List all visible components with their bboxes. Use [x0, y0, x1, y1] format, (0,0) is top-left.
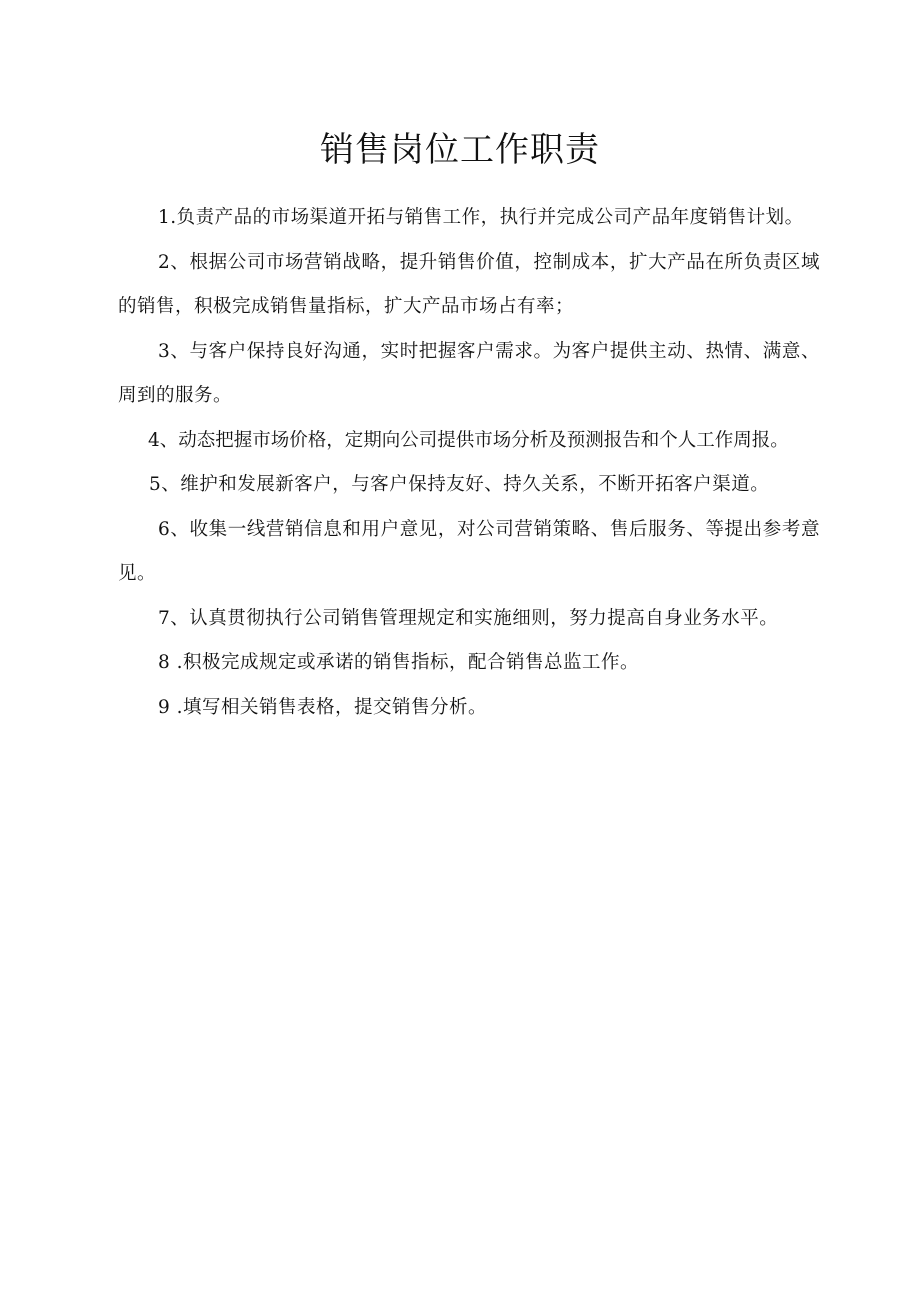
duty-item-2: 2、根据公司市场营销战略，提升销售价值，控制成本，扩大产品在所负责区域的销售，积极完成销售量指标，扩大产品市场占有率； [118, 251, 820, 317]
duty-item-4: 4、动态把握市场价格，定期向公司提供市场分析及预测报告和个人工作周报。 [148, 429, 789, 451]
duty-item-8: 8 .积极完成规定或承诺的销售指标，配合销售总监工作。 [158, 652, 640, 673]
duty-item-3: 3、与客户保持良好沟通，实时把握客户需求。为客户提供主动、热情、满意、周到的服务。 [118, 340, 820, 406]
duty-item-6: 6、收集一线营销信息和用户意见，对公司营销策略、售后服务、等提出参考意见。 [118, 518, 820, 584]
duties-list [118, 196, 820, 730]
duty-item-7: 7、认真贯彻执行公司销售管理规定和实施细则，努力提高自身业务水平。 [158, 607, 779, 629]
duty-item-5: 5、维护和发展新客户，与客户保持友好、持久关系，不断开拓客户渠道。 [149, 474, 770, 495]
duty-item-9: 9 .填写相关销售表格，提交销售分析。 [158, 696, 488, 718]
page-title: 销售岗位工作职责 [320, 130, 600, 170]
duty-item-1: 1.负责产品的市场渠道开拓与销售工作，执行并完成公司产品年度销售计划。 [158, 207, 804, 228]
